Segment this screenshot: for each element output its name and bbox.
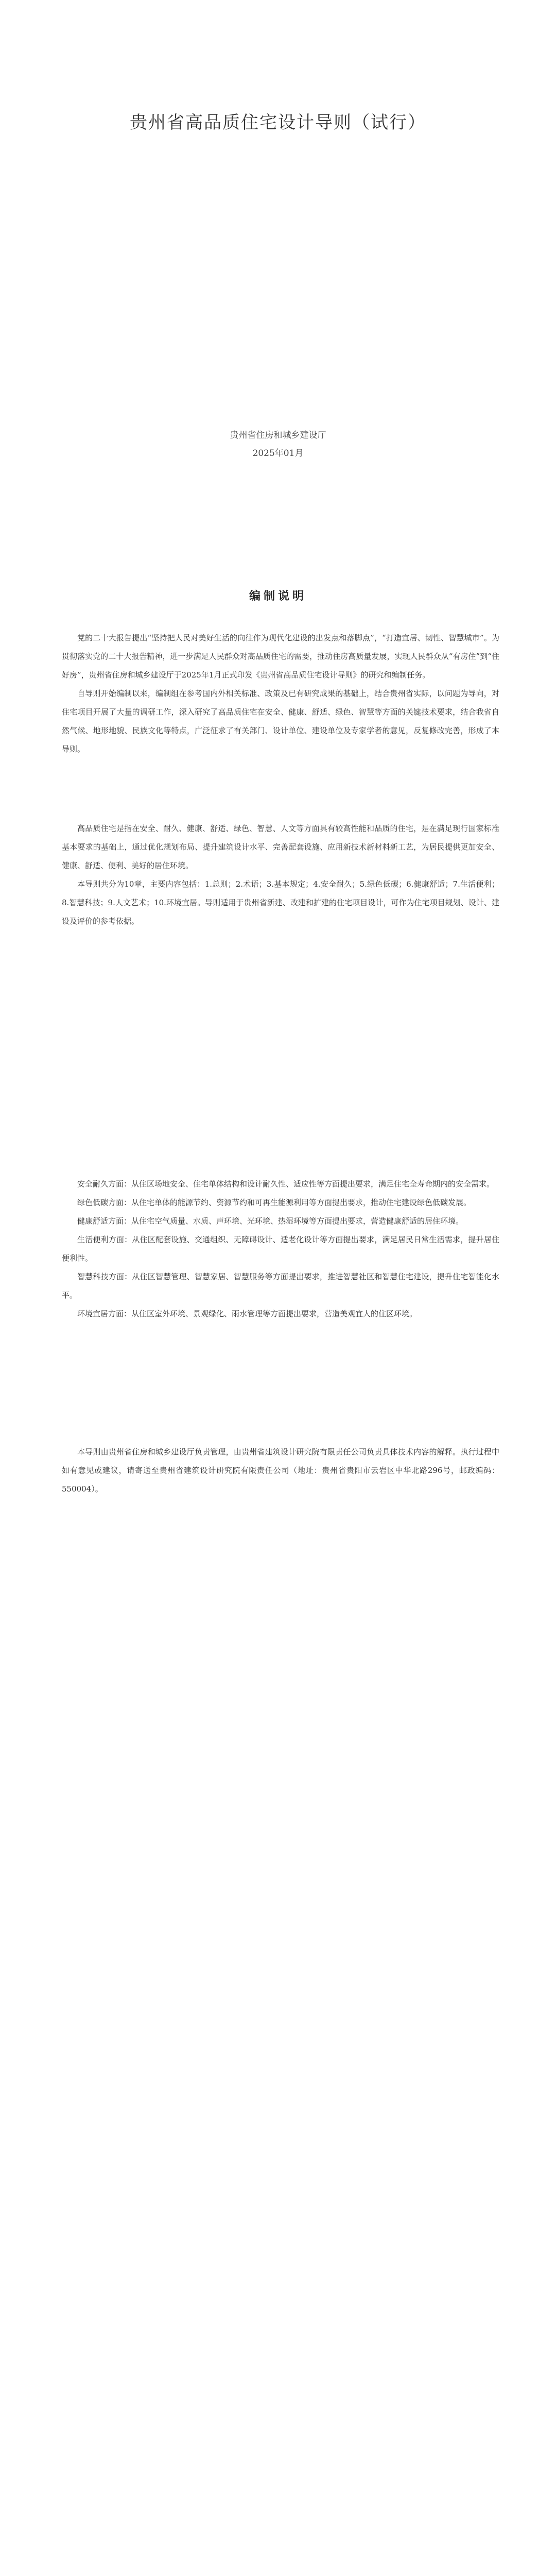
paragraph: 绿色低碳方面：从住宅单体的能源节约、资源节约和可再生能源利用等方面提出要求，推动住宅建设绿色低碳发展。 <box>77 1198 472 1207</box>
compile-note-body-3 <box>62 1175 499 1323</box>
paragraph: 党的二十大报告提出“坚持把人民对美好生活的向往作为现代化建设的出发点和落脚点”，“打造宜居、韧性、智慧城市”。为贯彻落实党的二十大报告精神，进一步满足人民群众对高品质住宅的需要，推动住房高质量发展，实现人民群众从“有房住”到“住好房”，贵州省住房和城乡建设厅于2025年1月正式印发《贵州省高品质住宅设计导则》的研究和编制任务。 <box>62 633 499 680</box>
paragraph: 本导则由贵州省住房和城乡建设厅负责管理，由贵州省建筑设计研究院有限责任公司负责具体技术内容的解释。执行过程中如有意见或建议，请寄送至贵州省建筑设计研究院有限责任公司（地址：贵州省贵阳市云岩区中华北路296号，邮政编码：550004）。 <box>62 1447 499 1494</box>
paragraph: 自导则开始编制以来，编制组在参考国内外相关标准、政策及已有研究成果的基础上，结合贵州省实际，以问题为导向，对住宅项目开展了大量的调研工作，深入研究了高品质住宅在安全、健康、舒适、绿色、智慧等方面的关键技术要求，结合我省自然气候、地形地貌、民族文化等特点，广泛征求了有关部门、设计单位、建设单位及专家学者的意见，反复修改完善，形成了本导则。 <box>62 689 499 754</box>
issuer: 贵州省住房和城乡建设厅 <box>230 430 326 440</box>
paragraph: 本导则共分为10章，主要内容包括：1.总则；2.术语；3.基本规定；4.安全耐久；5.绿色低碳；6.健康舒适；7.生活便利；8.智慧科技；9.人文艺术；10.环境宜居。导则适用于贵州省新建、改建和扩建的住宅项目设计，可作为住宅项目规划、设计、建设及评价的参考依据。 <box>62 879 499 926</box>
compile-note-body-4 <box>62 1443 499 1498</box>
document-title: 贵州省高品质住宅设计导则（试行） <box>130 112 426 133</box>
issue-date: 2025年01月 <box>252 448 304 459</box>
paragraph: 智慧科技方面：从住区智慧管理、智慧家居、智慧服务等方面提出要求，推进智慧社区和智慧住宅建设，提升住宅智能化水平。 <box>62 1272 499 1300</box>
paragraph: 生活便利方面：从住区配套设施、交通组织、无障碍设计、适老化设计等方面提出要求，满足居民日常生活需求，提升居住便利性。 <box>62 1235 499 1263</box>
compile-note-body-1 <box>62 629 499 758</box>
paragraph: 安全耐久方面：从住区场地安全、住宅单体结构和设计耐久性、适应性等方面提出要求，满足住宅全寿命期内的安全需求。 <box>77 1179 495 1189</box>
compile-note-heading: 编制说明 <box>249 589 307 603</box>
paragraph: 高品质住宅是指在安全、耐久、健康、舒适、绿色、智慧、人文等方面具有较高性能和品质的住宅，是在满足现行国家标准基本要求的基础上，通过优化规划布局、提升建筑设计水平、完善配套设施、应用新技术新材料新工艺，为居民提供更加安全、健康、舒适、便利、美好的居住环境。 <box>62 824 499 870</box>
compile-note-body-2 <box>62 819 499 930</box>
paragraph: 环境宜居方面：从住区室外环境、景观绿化、雨水管理等方面提出要求，营造美观宜人的住区环境。 <box>77 1309 418 1318</box>
paragraph: 健康舒适方面：从住宅空气质量、水质、声环境、光环境、热湿环境等方面提出要求，营造健康舒适的居住环境。 <box>77 1216 464 1226</box>
